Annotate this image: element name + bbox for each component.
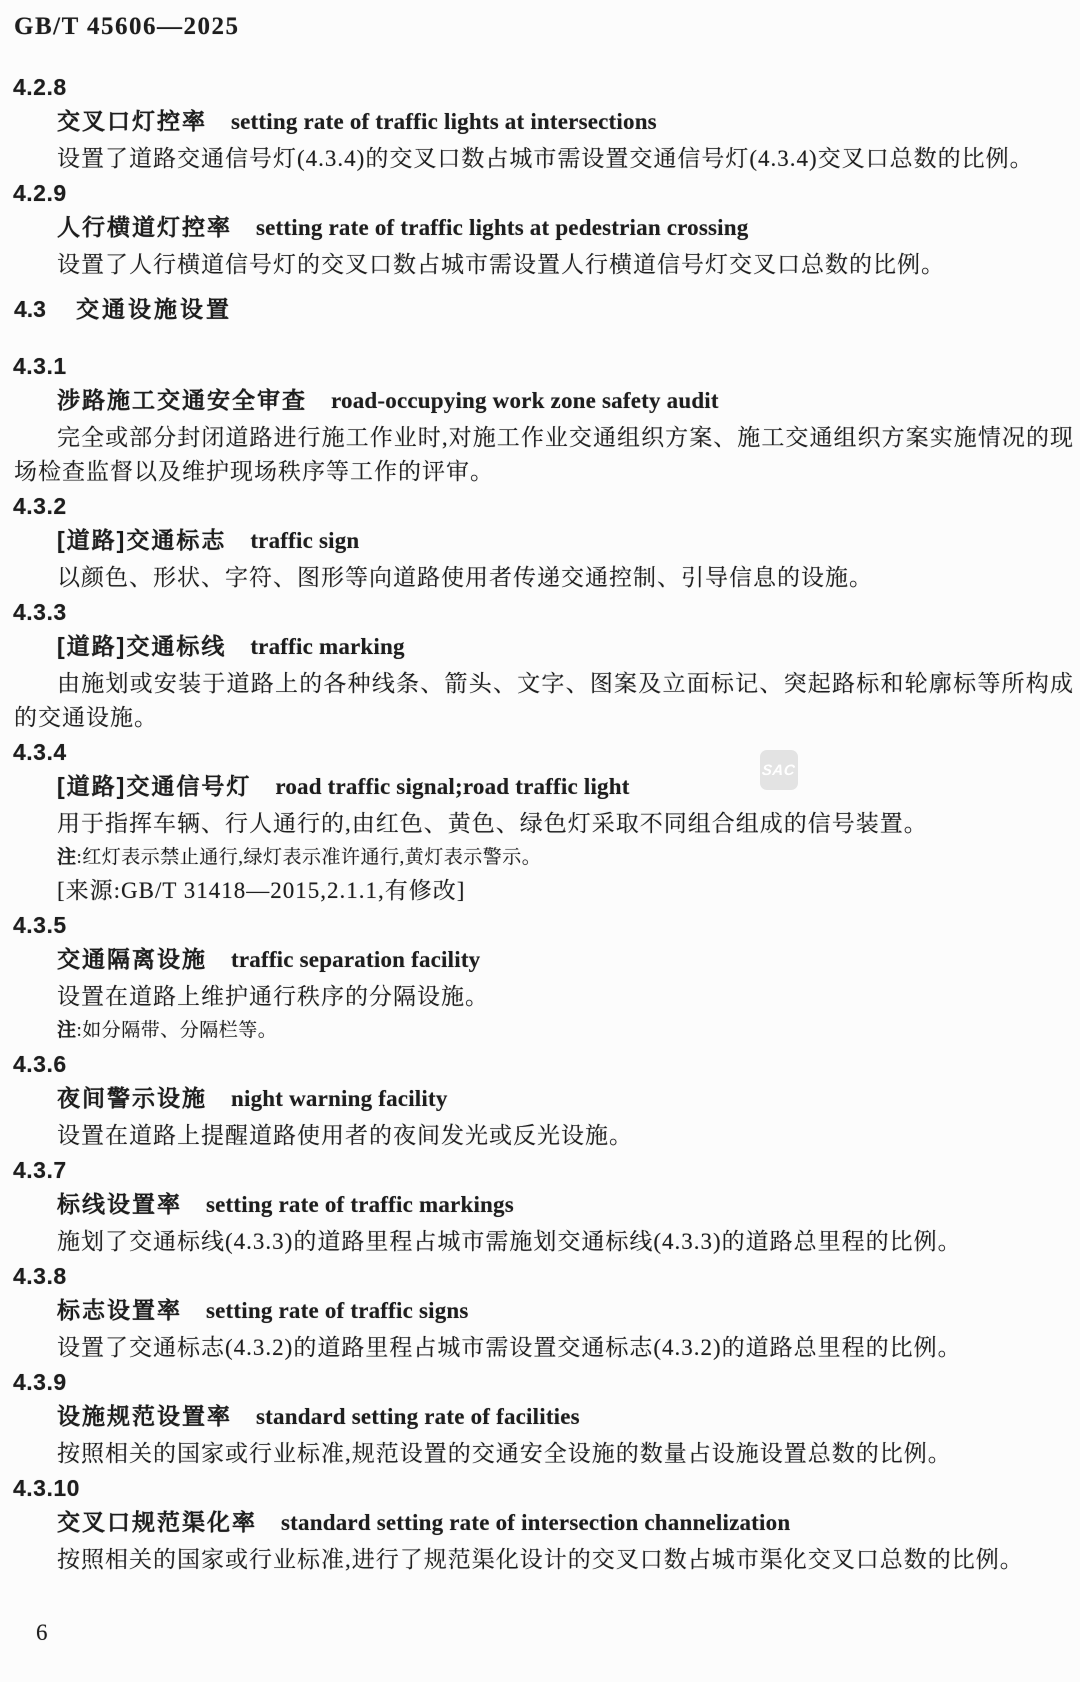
definition-text: 施划了交通标线(4.3.3)的道路里程占城市需施划交通标线(4.3.3)的道路总里程的比例。	[57, 1229, 962, 1254]
source-reference: [来源:GB/T 31418—2015,2.1.1,有修改]	[57, 878, 466, 903]
clause-4-3-6	[0, 1047, 1080, 1153]
definition-text: 用于指挥车辆、行人通行的,由红色、黄色、绿色灯采取不同组合组成的信号装置。	[57, 811, 928, 836]
definition-text: 由施划或安装于道路上的各种线条、箭头、文字、图案及立面标记、突起路标和轮廓标等所构成的交通设施。	[14, 671, 1074, 730]
term-line	[57, 1081, 1080, 1119]
note-label: 注	[57, 847, 77, 868]
clause-number: 4.3.1	[13, 353, 67, 379]
term-chinese: 标线设置率	[57, 1191, 182, 1217]
note-label: 注	[57, 1020, 77, 1041]
definition-text: 设置了交通标志(4.3.2)的道路里程占城市需设置交通标志(4.3.2)的道路总里程的比例。	[57, 1335, 962, 1360]
term-english: traffic sign	[250, 528, 360, 553]
term-chinese: 涉路施工交通安全审查	[57, 387, 307, 413]
term-line	[57, 629, 1080, 667]
term-english: traffic separation facility	[231, 947, 481, 972]
clause-number: 4.3.8	[13, 1263, 67, 1289]
term-chinese: 标志设置率	[57, 1297, 182, 1323]
term-english: traffic marking	[250, 634, 405, 659]
definition-text: 设置在道路上维护通行秩序的分隔设施。	[57, 984, 489, 1009]
clause-4-3-3	[0, 595, 1080, 735]
clause-4-2-9	[0, 176, 1080, 282]
term-line	[57, 1505, 1080, 1543]
term-line	[57, 104, 1080, 142]
heading-title: 交通设施设置	[75, 296, 232, 322]
term-line	[57, 769, 1080, 807]
term-chinese: 交通隔离设施	[57, 946, 207, 972]
note-text: :如分隔带、分隔栏等。	[76, 1020, 278, 1041]
clause-number: 4.2.8	[13, 74, 67, 100]
term-chinese: [道路]交通标志	[57, 527, 227, 553]
clause-4-3-1	[0, 349, 1080, 489]
note-line	[57, 1014, 1080, 1047]
clause-4-3-2	[0, 489, 1080, 595]
term-chinese: [道路]交通标线	[57, 633, 227, 659]
page-number: 6	[36, 1620, 48, 1645]
definition-text: 按照相关的国家或行业标准,进行了规范渠化设计的交叉口数占城市渠化交叉口总数的比例。	[57, 1547, 1024, 1572]
clause-4-3-9	[0, 1365, 1080, 1471]
note-text: :红灯表示禁止通行,绿灯表示准许通行,黄灯表示警示。	[76, 847, 542, 868]
sac-watermark-text: SAC	[761, 761, 797, 779]
subsection-heading-4-3	[14, 292, 1080, 330]
term-chinese: [道路]交通信号灯	[57, 773, 252, 799]
clause-number: 4.3.9	[13, 1369, 67, 1395]
definition-text: 设置了人行横道信号灯的交叉口数占城市需设置人行横道信号灯交叉口总数的比例。	[57, 252, 945, 277]
definition-text: 设置了道路交通信号灯(4.3.4)的交叉口数占城市需设置交通信号灯(4.3.4)交叉口总数的比例。	[57, 146, 1034, 171]
term-english: standard setting rate of intersection channelization	[281, 1510, 791, 1535]
clause-4-3-4	[0, 735, 1080, 908]
heading-number: 4.3	[14, 296, 46, 322]
term-line	[57, 523, 1080, 561]
term-chinese: 夜间警示设施	[57, 1085, 207, 1111]
sac-watermark-logo	[760, 750, 798, 790]
term-english: setting rate of traffic lights at pedestrian crossing	[256, 215, 749, 240]
term-line	[57, 942, 1080, 980]
term-english: road-occupying work zone safety audit	[331, 388, 719, 413]
term-line	[57, 210, 1080, 248]
clause-number: 4.3.4	[13, 739, 67, 765]
clause-number: 4.3.10	[13, 1475, 80, 1501]
clause-number: 4.3.5	[13, 912, 67, 938]
term-chinese: 交叉口灯控率	[57, 108, 207, 134]
term-line	[57, 1187, 1080, 1225]
term-chinese: 设施规范设置率	[57, 1403, 232, 1429]
term-line	[57, 1293, 1080, 1331]
clause-number: 4.2.9	[13, 180, 67, 206]
clause-number: 4.3.6	[13, 1051, 67, 1077]
definition-text: 以颜色、形状、字符、图形等向道路使用者传递交通控制、引导信息的设施。	[57, 565, 873, 590]
note-line	[57, 841, 1080, 874]
term-english: standard setting rate of facilities	[256, 1404, 580, 1429]
clause-4-3-10	[0, 1471, 1080, 1577]
term-english: setting rate of traffic lights at intersections	[231, 109, 657, 134]
clause-4-3-8	[0, 1259, 1080, 1365]
clause-number: 4.3.7	[13, 1157, 67, 1183]
clause-4-3-7	[0, 1153, 1080, 1259]
term-english: setting rate of traffic markings	[206, 1192, 514, 1217]
term-chinese: 人行横道灯控率	[57, 214, 232, 240]
term-line	[57, 1399, 1080, 1437]
definition-text: 按照相关的国家或行业标准,规范设置的交通安全设施的数量占设施设置总数的比例。	[57, 1441, 952, 1466]
clause-4-3-5	[0, 908, 1080, 1047]
term-chinese: 交叉口规范渠化率	[57, 1509, 257, 1535]
document-number: GB/T 45606—2025	[14, 13, 240, 40]
definition-text: 完全或部分封闭道路进行施工作业时,对施工作业交通组织方案、施工交通组织方案实施情况的现场检查监督以及维护现场秩序等工作的评审。	[14, 425, 1074, 484]
clause-number: 4.3.2	[13, 493, 67, 519]
definition-text: 设置在道路上提醒道路使用者的夜间发光或反光设施。	[57, 1123, 633, 1148]
term-english: night warning facility	[231, 1086, 448, 1111]
term-english: setting rate of traffic signs	[206, 1298, 469, 1323]
term-english: road traffic signal;road traffic light	[275, 774, 630, 799]
clause-4-2-8	[0, 70, 1080, 176]
clause-number: 4.3.3	[13, 599, 67, 625]
term-line	[57, 383, 1080, 421]
